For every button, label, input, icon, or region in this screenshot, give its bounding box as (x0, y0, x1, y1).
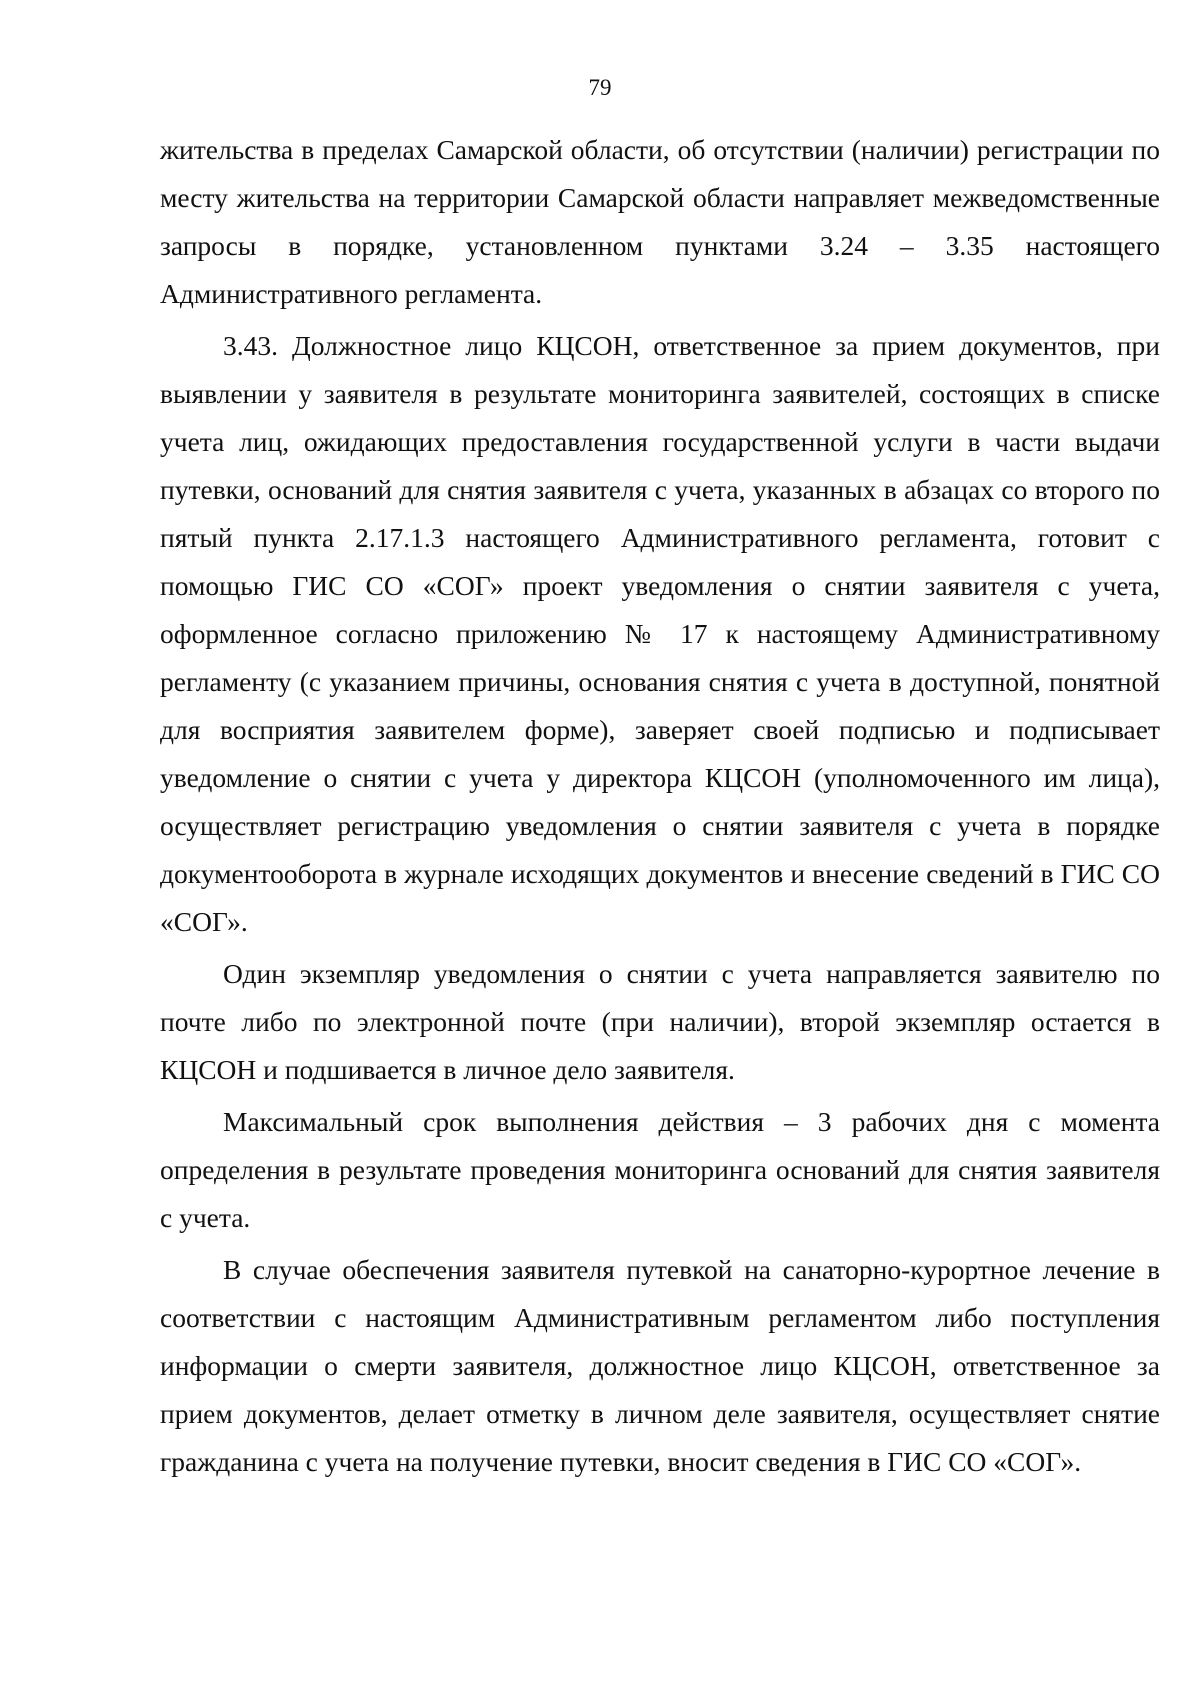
paragraph-continuation: жительства в пределах Самарской области, об отсутствии (наличии) регистрации по месту жительства на территории Самарской области направляет межведомственные запросы в порядке, установленном пунктами 3.24 – 3.35 настоящего Административного регламента. (160, 134, 1160, 309)
paragraph-deregistration: В случае обеспечения заявителя путевкой на санаторно-курортное лечение в соответствии с настоящим Административным регламентом либо поступления информации о смерти заявителя, должностное лицо КЦСОН, ответственное за прием документов, делает отметку в личном деле заявителя, осуществляет снятие гражданина с учета на получение путевки, вносит сведения в ГИС СО «СОГ». (160, 1254, 1160, 1477)
page-number: 79 (588, 75, 612, 100)
paragraph-item-3-43: 3.43. Должностное лицо КЦСОН, ответственное за прием документов, при выявлении у заявителя в результате мониторинга заявителей, состоящих в списке учета лиц, ожидающих предоставления государственной услуги в части выдачи путевки, оснований для снятия заявителя с учета, указанных в абзацах со второго по пятый пункта 2.17.1.3 настоящего Административного регламента, готовит с помощью ГИС СО «СОГ» проект уведомления о снятии заявителя с учета, оформленное согласно приложению № 17 к настоящему Административному регламенту (с указанием причины, основания снятия с учета в доступной, понятной для восприятия заявителем форме), заверяет своей подписью и подписывает уведомление о снятии с учета у директора КЦСОН (уполномоченного им лица), осуществляет регистрацию уведомления о снятии заявителя с учета в порядке документооборота в журнале исходящих документов и внесение сведений в ГИС СО «СОГ». (160, 330, 1160, 937)
paragraph-notice-copies: Один экземпляр уведомления о снятии с учета направляется заявителю по почте либо по электронной почте (при наличии), второй экземпляр остается в КЦСОН и подшивается в личное дело заявителя. (160, 958, 1160, 1085)
document-body (160, 126, 1160, 1486)
paragraph-max-term: Максимальный срок выполнения действия – 3 рабочих дня с момента определения в результате проведения мониторинга оснований для снятия заявителя с учета. (160, 1106, 1160, 1233)
